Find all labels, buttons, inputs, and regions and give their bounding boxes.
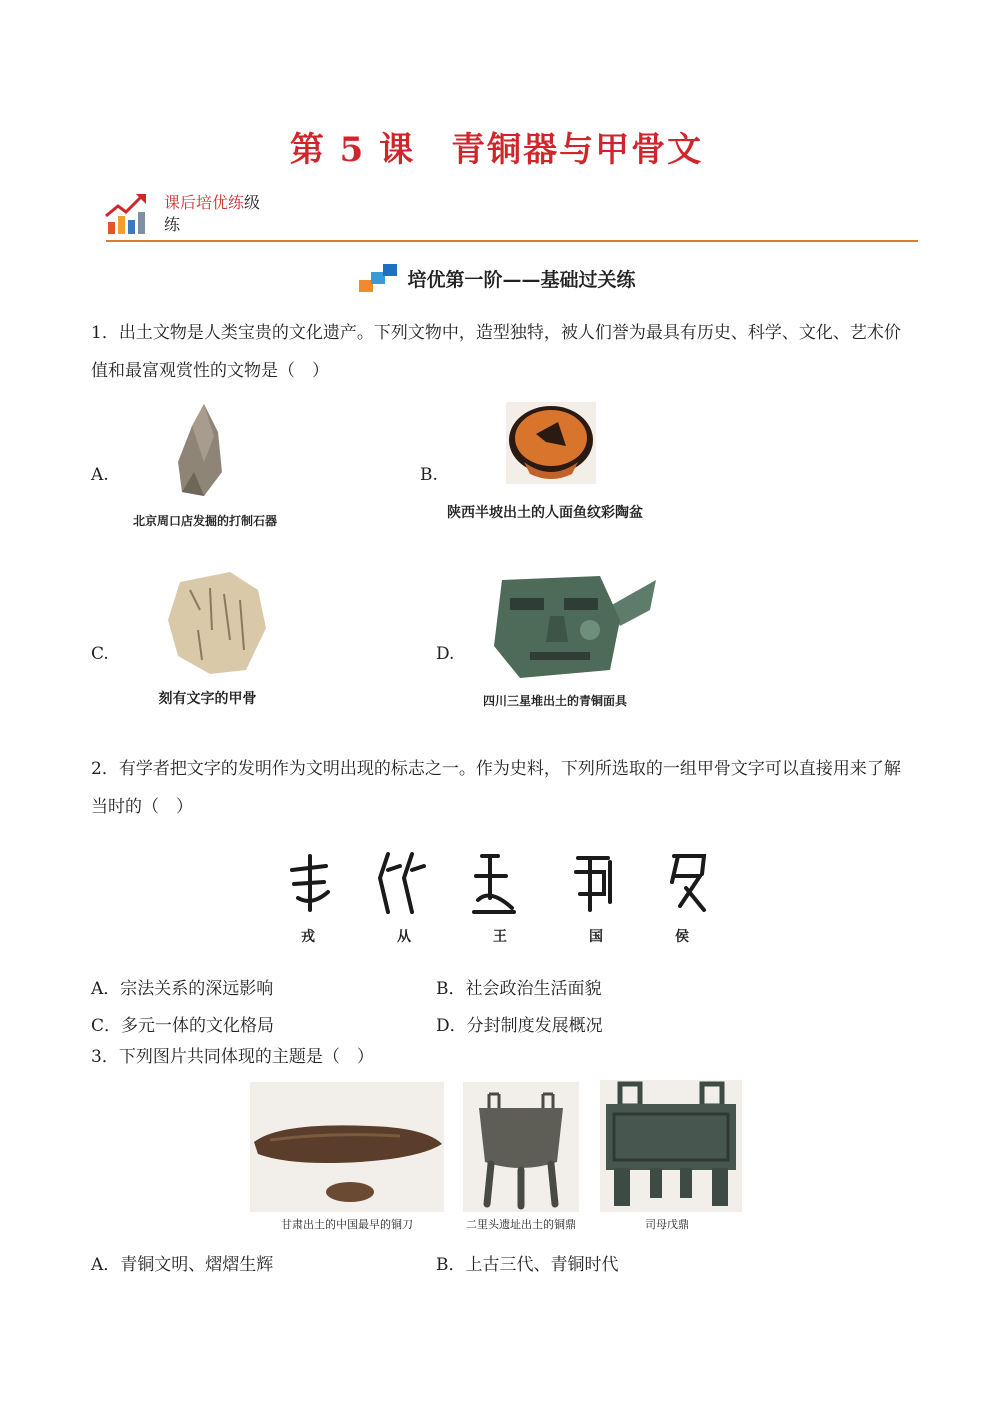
q3-caption-1: 甘肃出土的中国最早的铜刀 [281,1218,413,1231]
q2-choice-d[interactable]: D．分封制度发展概况 [436,1016,603,1036]
section-heading-text: 培优第一阶——基础过关练 [407,268,636,291]
bronze-ding-image [463,1082,579,1212]
q2-choice-b[interactable]: B．社会政治生活面貌 [436,979,602,999]
question-1-stem: 1．出土文物是人类宝贵的文化遗产。下列文物中，造型独特，被人们誉为最具有历史、科学、文化、艺术价值和最富观赏性的文物是（ ） [91,323,901,381]
header-label-red: 课后培优练 [164,193,245,212]
glyph-label-4: 国 [589,929,603,945]
question-2-stem: 2．有学者把文字的发明作为文明出现的标志之一。作为史料，下列所选取的一组甲骨文字可以直接用来了解当时的（ ） [91,759,901,817]
glyph-label-1: 戎 [301,929,315,945]
q1-option-b-caption: 陕西半坡出土的人面鱼纹彩陶盆 [447,505,643,521]
q1-option-a-caption: 北京周口店发掘的打制石器 [132,514,277,528]
glyph-label-3: 王 [493,929,507,945]
q1-option-d-caption: 四川三星堆出土的青铜面具 [482,694,627,708]
q3-choice-a[interactable]: A．青铜文明、熠熠生辉 [91,1255,274,1275]
bronze-mask-image [480,566,660,682]
glyph-label-2: 从 [397,929,411,945]
q1-option-d-letter[interactable]: D. [436,644,455,664]
q1-option-a-letter[interactable]: A. [91,465,109,485]
q1-option-c-letter[interactable]: C. [91,644,109,664]
q1-option-b-letter[interactable]: B. [420,465,438,485]
question-3-stem: 3．下列图片共同体现的主题是（ ） [91,1047,374,1067]
q2-choice-c[interactable]: C．多元一体的文化格局 [91,1016,275,1036]
q1-option-c-caption: 刻有文字的甲骨 [158,691,257,707]
q3-caption-2: 二里头遗址出土的铜鼎 [466,1218,576,1231]
oracle-bone-image [160,570,272,678]
q3-caption-3: 司母戊鼎 [645,1218,689,1231]
trend-chart-icon [104,192,150,236]
header-label [164,192,274,236]
glyph-label-5: 侯 [675,929,689,945]
painted-pottery-basin-image [506,402,596,484]
q2-choice-a[interactable]: A．宗法关系的深远影响 [91,979,274,999]
header-divider [106,240,918,242]
oracle-glyphs-image [284,848,714,920]
section-heading [0,262,993,298]
simuwu-ding-image [600,1080,742,1212]
bronze-knife-image [250,1082,444,1212]
stone-tool-image [174,402,224,498]
page-title: 第 5 课 青铜器与甲骨文 [289,130,704,170]
q3-choice-b[interactable]: B．上古三代、青铜时代 [436,1255,619,1275]
header-label-rest: 级练 [164,193,261,234]
steps-icon [357,262,401,294]
